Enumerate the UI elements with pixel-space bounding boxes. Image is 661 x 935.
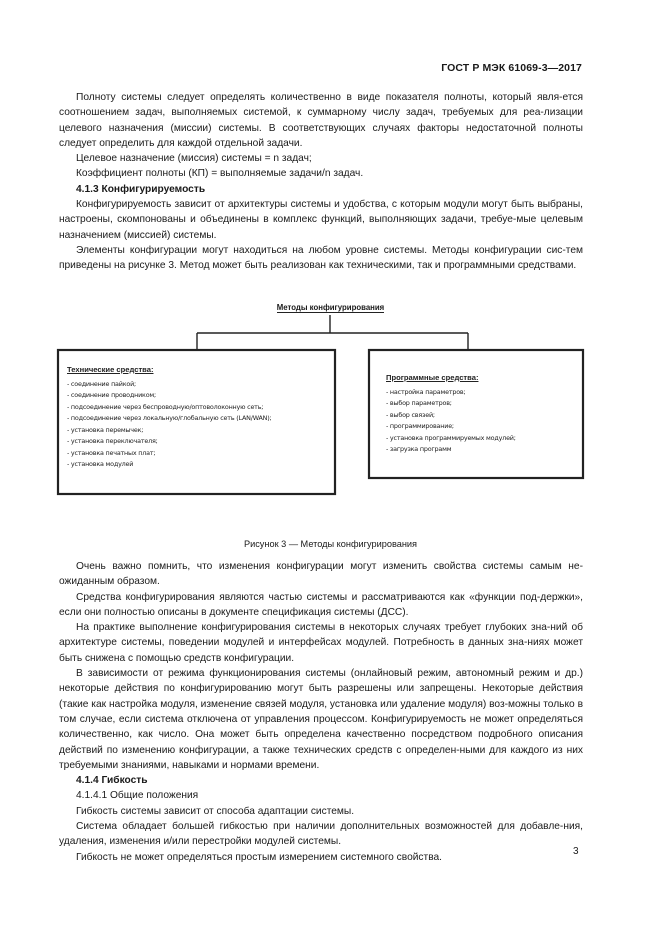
hardware-item: - установка печатных плат; bbox=[67, 448, 156, 457]
paragraph: Система обладает большей гибкостью при наличии дополнительных возможностей для добавле-ния, удаления, изменения и/или перестройки модулей системы. bbox=[59, 821, 583, 848]
software-box-title: Программные средства: bbox=[386, 373, 479, 382]
section-heading-configurability: 4.1.3 Конфигурируемость bbox=[76, 183, 206, 195]
software-item: - установка программируемых модулей; bbox=[386, 433, 516, 442]
hardware-item: - подсоединение через локальную/глобальную сеть (LAN/WAN); bbox=[67, 414, 272, 422]
figure-caption: Рисунок 3 — Методы конфигурирования bbox=[243, 539, 418, 549]
software-box-content bbox=[386, 372, 581, 456]
document-id-header: ГОСТ Р МЭК 61069-3—2017 bbox=[441, 62, 582, 74]
hardware-item: - установка перемычек; bbox=[67, 425, 144, 434]
hardware-item: - соединение пайкой; bbox=[67, 379, 136, 388]
formula-coefficient: Коэффициент полноты (КП) = выполняемые задачи/n задач. bbox=[76, 168, 364, 180]
hardware-box-content bbox=[67, 364, 332, 471]
paragraph: Средства конфигурирования являются частью системы и рассматриваются как «функции под-держки», если они полностью описаны в документе спецификация системы (ДСС). bbox=[59, 591, 583, 618]
hardware-item: - соединение проводником; bbox=[67, 391, 156, 399]
top-text-block bbox=[59, 90, 583, 274]
section-heading-flexibility: 4.1.4 Гибкость bbox=[76, 775, 148, 787]
software-item: - выбор связей; bbox=[386, 410, 435, 419]
page-number: 3 bbox=[573, 846, 579, 857]
bottom-text-block bbox=[59, 559, 583, 865]
software-item: - программирование; bbox=[386, 422, 454, 430]
software-item: - загрузка программ bbox=[386, 445, 452, 453]
paragraph-completeness: Полноту системы следует определять количественно в виде показателя полноты, который явля-ется соотношением задач, выполняемых системой, к суммарному числу задач, требуемых для реа-лизации целевого назначения (миссии) системы. В соответствующих случаях факторы недостаточной полноты следует определить для каждой отдельной задачи. bbox=[59, 92, 583, 149]
paragraph-configurability: Конфигурируемость зависит от архитектуры системы и удобства, с которым модули могут быть выбраны, настроены, скомпонованы и объединены в комплекс функций, выполняющих задачи, требуе-мые целевым назначением (миссией) системы. bbox=[59, 199, 583, 241]
paragraph: В зависимости от режима функционирования системы (онлайновый режим, автономный режим и др.) некоторые действия по конфигурированию могут быть разрешены или запрещены. Некоторые действия (такие как настройка модуля, изменение связей модуля, установка или удаление модуля) воз-можны только в том случае, если система отключена от управления процессом. Конфигурируемость не может определяться количественно, как число. Она может быть определена качественно посредством подробного описания действий по изменению конфигурации, а также технических средств с определен-ными для каждого из них требуемыми знаниями, навыками и нормами времени. bbox=[59, 668, 583, 771]
software-item: - настройка параметров; bbox=[386, 387, 466, 396]
paragraph: Очень важно помнить, что изменения конфигурации могут изменить свойства системы самым не-ожиданным образом. bbox=[59, 561, 583, 588]
diagram-root-label: Методы конфигурирования bbox=[276, 303, 385, 312]
software-item: - выбор параметров; bbox=[386, 399, 452, 407]
formula-mission: Целевое назначение (миссия) системы = n задач; bbox=[76, 153, 312, 165]
hardware-item: - подсоединение через беспроводную/оптоволоконную сеть; bbox=[67, 402, 264, 411]
hardware-item: - установка переключателя; bbox=[67, 437, 158, 445]
paragraph-config-elements: Элементы конфигурации могут находиться на любом уровне системы. Методы конфигурации сис-тем приведены на рисунке 3. Метод может быть реализован как техническими, так и программными средствами. bbox=[59, 244, 583, 272]
paragraph: Гибкость не может определяться простым измерением системного свойства. bbox=[76, 851, 442, 863]
subsection-heading-general: 4.1.4.1 Общие положения bbox=[76, 790, 199, 802]
paragraph: Гибкость системы зависит от способа адаптации системы. bbox=[76, 805, 355, 817]
hardware-item: - установка модулей bbox=[67, 460, 134, 468]
hardware-box-title: Технические средства: bbox=[67, 365, 154, 374]
paragraph: На практике выполнение конфигурирования системы в некоторых случаях требует глубоких зна-ний об архитектуре системы, поведении модулей и интерфейсах модулей. Потребность в данных зна-ниях может быть снижена с помощью средств конфигурации. bbox=[59, 622, 583, 664]
